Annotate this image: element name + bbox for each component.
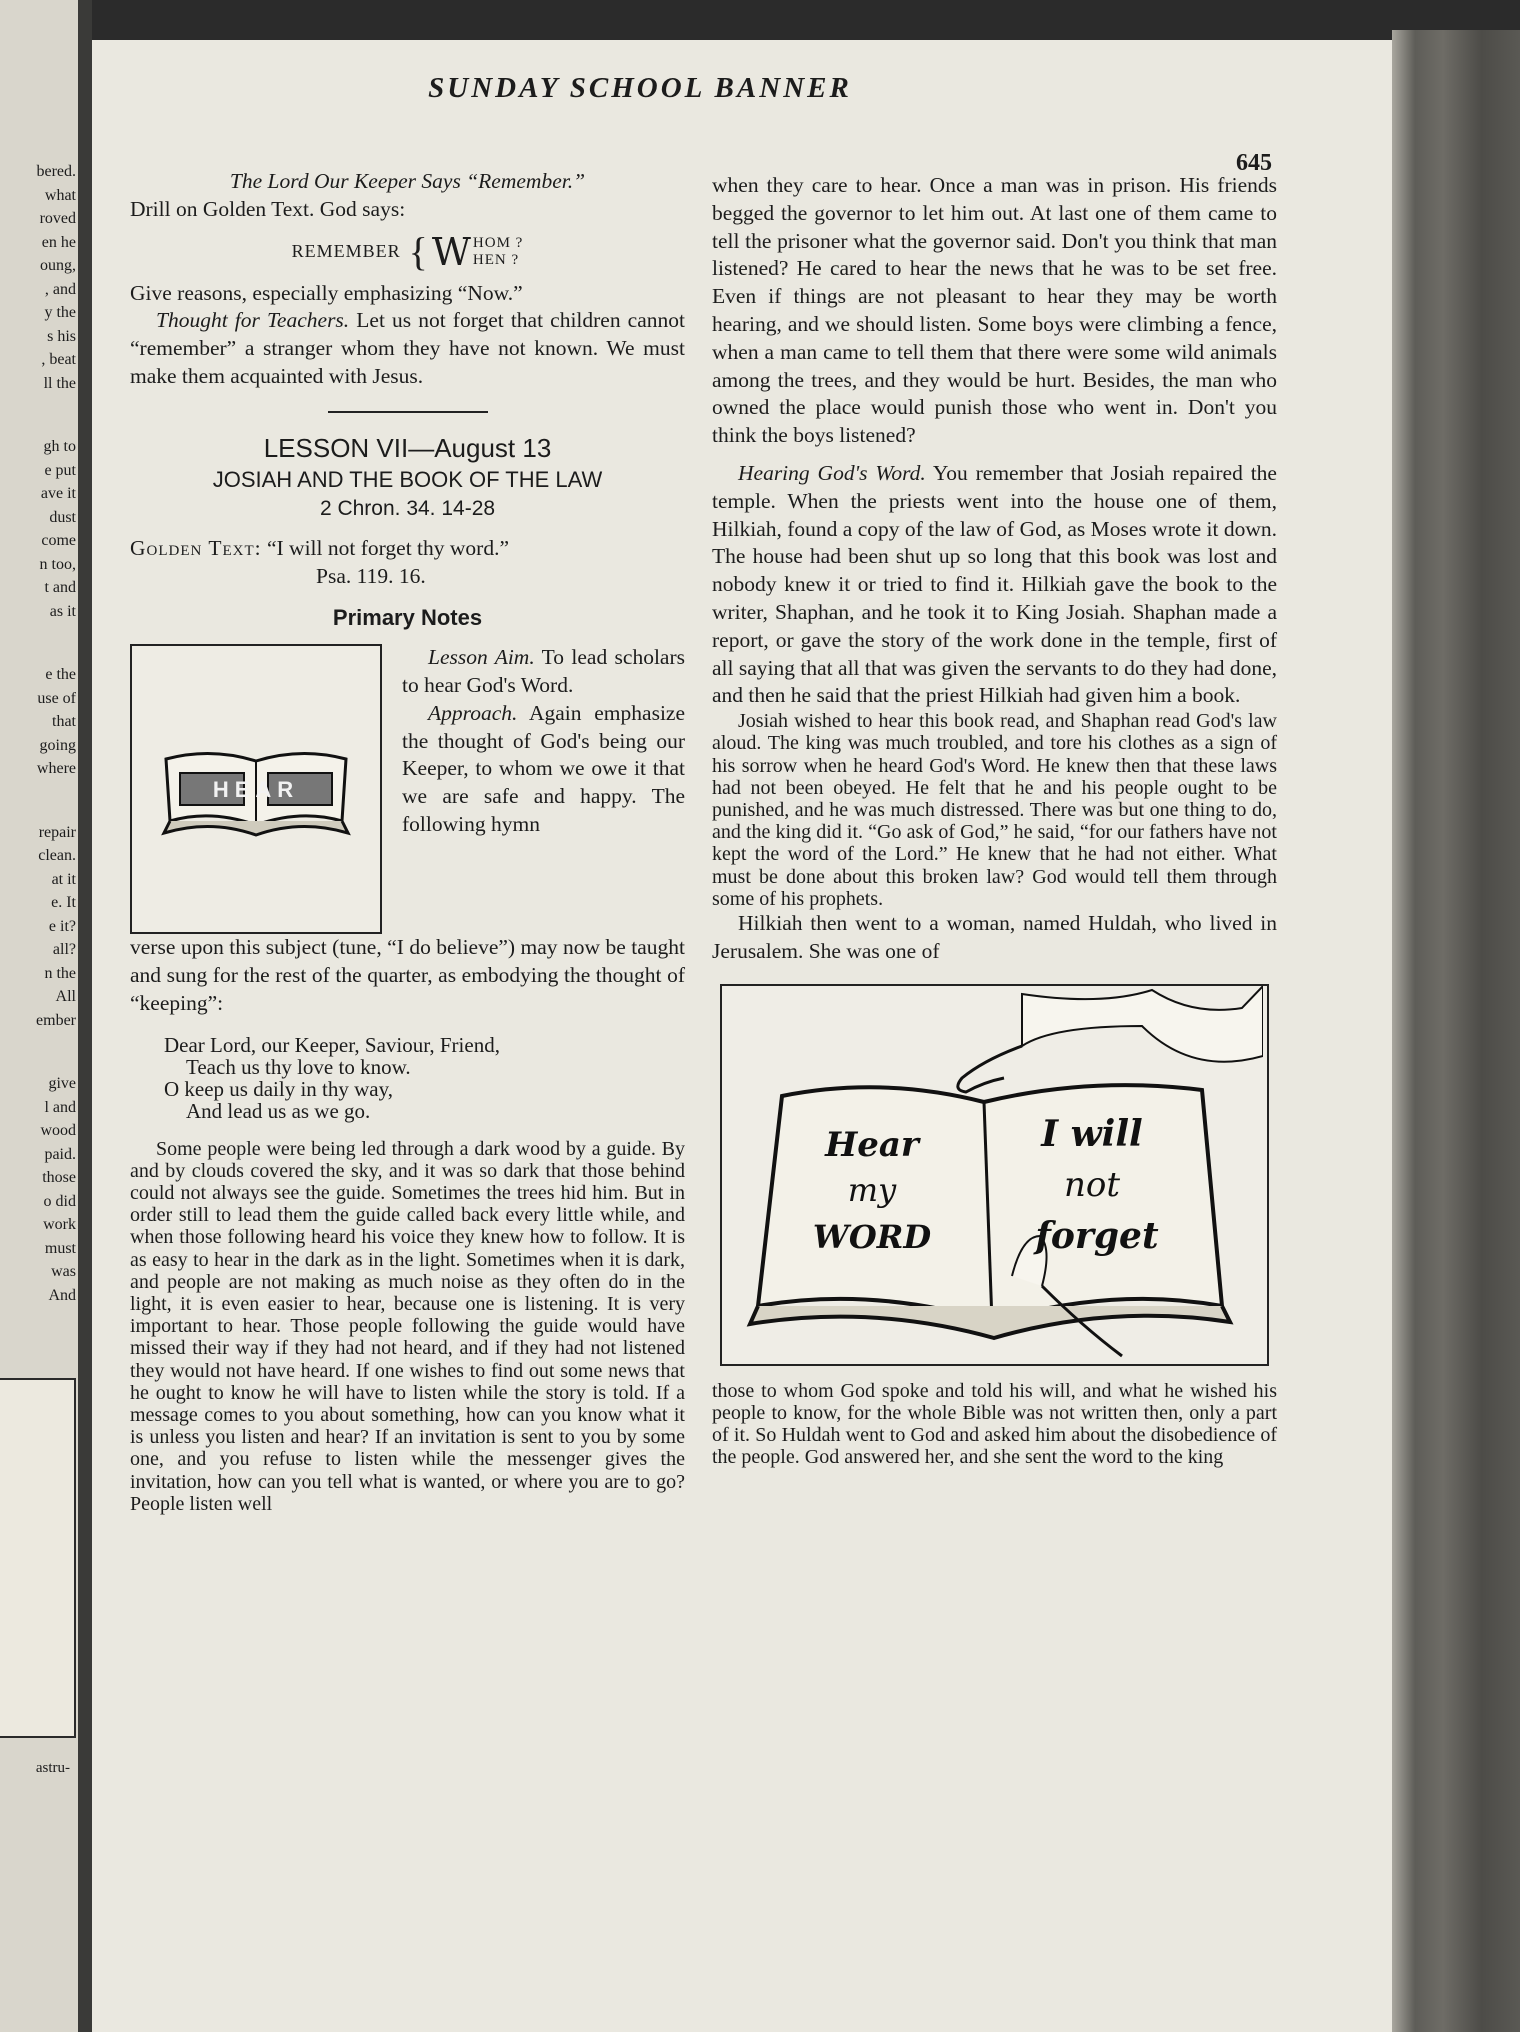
open-book-icon [156,729,356,849]
aim-approach-text: Lesson Aim. To lead scholars to hear God's Word. Approach. Again emphasize the thought of God's being our Keeper, to whom we owe it that we are safe and happy. The following hymn [402,645,685,836]
previous-page-fragment: e the [45,666,76,683]
illus-word: WORD [812,1217,932,1256]
previous-page-fragment: work [43,1216,76,1233]
whom-when-stack [473,235,523,269]
lesson-subtitle: JOSIAH AND THE BOOK OF THE LAW [212,466,603,492]
lesson-title: LESSON VII—August 13 [263,432,552,463]
fragment-gap [0,395,76,435]
previous-page-last-fragment: astru- [35,1760,70,1776]
binding-shadow [78,0,92,2032]
previous-page-fragment: that [52,713,76,730]
previous-page-fragment: e put [44,461,76,479]
previous-page-fragment: gh to [43,438,76,455]
previous-page-fragment: s his [47,327,76,345]
book-illustration [130,644,382,934]
previous-page-fragment: ave it [40,485,76,502]
open-bible-with-hand-icon [722,986,1263,1360]
previous-page-fragment: at it [51,870,76,888]
josiah-paragraph: Josiah wished to hear this book read, and Shaphan read God's law aloud. The king was much troubled, and tore his clothes as a sign of his sorrow when he heard God's Word. He knew then that these laws had not been obeyed. He felt that he and his people ought to be punished, and he was much distressed. There was but one thing to do, and the king did it. “Go ask of God,” he said, “for our fathers have not kept the word of the Lord.” He knew that he had not either. What must be done about this broken law? God would tell them through some of his prophets. [712,710,1277,910]
drill-text: Drill on Golden Text. God says: [130,196,406,221]
running-head: SUNDAY SCHOOL BANNER [428,72,852,104]
illus-word: forget [1035,1214,1159,1257]
previous-page-fragment: l and [44,1098,76,1116]
closing-paragraph: those to whom God spoke and told his will, and what he wished his people to know, for the whole Bible was not written then, only a part of it. So Huldah went to God and asked him about the disobedience of the people. God answered her, and she sent the word to the king [712,1379,1277,1469]
previous-page-fragment: use of [37,689,76,707]
previous-page-fragment: as it [49,602,76,620]
previous-page-fragment: t and [44,579,76,596]
previous-page-fragment: ll the [43,374,76,392]
golden-text-ref: Psa. 119. 16. [316,563,426,588]
previous-page-fragment: was [51,1263,76,1280]
lesson-reference: 2 Chron. 34. 14-28 [319,496,496,520]
section-rule [328,411,488,413]
previous-page-fragment: n the [44,964,76,982]
previous-page-fragment: y the [44,304,76,321]
previous-page-fragment: must [44,1239,76,1257]
illus-word: I will [1041,1112,1143,1155]
fragment-gap [0,623,76,663]
previous-page-fragment: wood [40,1122,76,1139]
previous-page-fragment: en he [41,233,76,251]
previous-page-fragment: e. It [51,894,76,911]
previous-page-fragment: e it? [48,917,76,935]
remember-diagram [130,228,685,274]
previous-page-fragment: , and [44,280,76,298]
remember-word: REMEMBER [291,240,401,261]
previous-page-fragment: those [42,1169,76,1186]
previous-page-fragment: n too, [39,555,76,573]
previous-page-fragment: roved [39,210,76,227]
previous-page-fragment: ember [36,1011,76,1029]
previous-page-illustration-edge [0,1378,76,1738]
primary-notes-heading: Primary Notes [332,605,483,631]
illus-word: my [847,1170,897,1209]
guide-story: Some people were being led through a dark wood by a guide. By and by clouds covered the sky, and it was so dark that those behind could not always see the guide. Sometimes the trees hid him. But in order still to lead them the guide called back every little while, and when those following heard his voice they knew how to follow. It is as easy to hear in the dark as in the light. Sometimes when it is dark, and people are not making as much noise as they often do in the light, it is even easier to hear, because one is listening. It is very important to hear. Those people following the guide would have missed their way if they had not heard, and if they had not listened they would not have heard. If one wishes to find out some news that he ought to know he will have to listen while the story is told. If a message comes to you about something, how can you know what it is unless you listen and hear? If an invitation is sent to you by some one, and you refuse to listen while the messenger gives the invitation, how can you tell what is wanted, or where you are to go? People listen well [130,1137,685,1515]
previous-page-fragment: going [39,736,76,754]
left-column [130,168,685,1515]
aim-block [130,644,685,934]
previous-page-word-fragments [0,160,76,1307]
previous-page-fragment: dust [49,508,76,526]
previous-page-fragment: all? [52,941,76,958]
hen-text: HEN ? [472,251,520,268]
golden-text-label: Golden Text: [130,535,262,560]
previous-page-fragment: what [44,186,76,204]
previous-page-edge [0,0,92,2032]
bible-illustration [720,984,1269,1366]
hymn-line: O keep us daily in thy way, [164,1076,394,1101]
previous-page-fragment: All [55,988,76,1005]
golden-text-quote: “I will not forget thy word.” [261,535,510,560]
illus-word: Hear [825,1124,919,1165]
remember-heading: The Lord Our Keeper Says “Remember.” [229,169,586,193]
illus-word: not [1063,1164,1121,1205]
previous-page-fragment: clean. [38,847,76,864]
previous-page-fragment: come [41,532,76,549]
hymn-line: Dear Lord, our Keeper, Saviour, Friend, [164,1032,500,1057]
reasons-text: Give reasons, especially emphasizing “Now.” [130,280,523,305]
previous-page-fragment: repair [38,823,76,841]
hymn-line: Teach us thy love to know. [186,1054,411,1079]
hearing-gods-word: Hearing God's Word. You remember that Josiah repaired the temple. When the priests went into the house one of them, Hilkiah, found a copy of the law of God, as Moses wrote it down. The house had been shut up so long that this book was lost and nobody knew it or tried to find it. Hilkiah gave the book to the writer, Shaphan, and he took it to King Josiah. Shaphan made a report, or gave the story of the work done in the temple, first of all saying that all that was given the servants to do they had done, and then he said that the priest Hilkiah had given him a book. [712,460,1277,708]
previous-page-fragment: o did [43,1192,76,1210]
hymn-line: And lead us as we go. [186,1098,371,1123]
hilkiah-paragraph: Hilkiah then went to a woman, named Huldah, who lived in Jerusalem. She was one of [712,910,1277,963]
previous-page-fragment: And [48,1286,76,1304]
previous-page-fragment: give [48,1075,76,1092]
big-w-letter: W [431,229,471,274]
hymn-intro: verse upon this subject (tune, “I do believe”) may now be taught and sung for the rest of the quarter, as embodying the thought of “keeping”: [130,935,685,1015]
hymn-verse [164,1034,685,1122]
book-word: HEAR [212,777,300,803]
fragment-gap [0,1032,76,1072]
golden-text [130,535,685,591]
prisoner-paragraph: when they care to hear. Once a man was in prison. His friends begged the governor to let him out. At last one of them came to tell the prisoner what the governor said. Don't you think that man listened? He cared to hear the news that he was to be set free. Even if things are not pleasant to hear they may be worth hearing, and we should listen. Some boys were climbing a fence, when a man came to tell them that there were some wild animals among the trees, and they would be hurt. Besides, the man who owned the place would punish those who went in. Don't you think the boys listened? [712,173,1277,448]
fragment-gap [0,781,76,821]
right-column [712,172,1277,1468]
previous-page-fragment: oung, [40,257,76,274]
page-block-edge [1392,30,1520,2032]
brace-glyph: { [408,228,428,274]
previous-page-fragment: bered. [36,163,76,180]
previous-page-fragment: where [36,760,76,777]
thought-for-teachers: Thought for Teachers. Let us not forget that children cannot “remember” a stranger whom they have not known. We must make them acquainted with Jesus. [130,308,685,388]
hom-text: HOM ? [472,234,524,251]
previous-page-fragment: paid. [44,1145,76,1163]
page-number: 645 [1236,150,1272,176]
previous-page-fragment: , beat [41,351,76,368]
